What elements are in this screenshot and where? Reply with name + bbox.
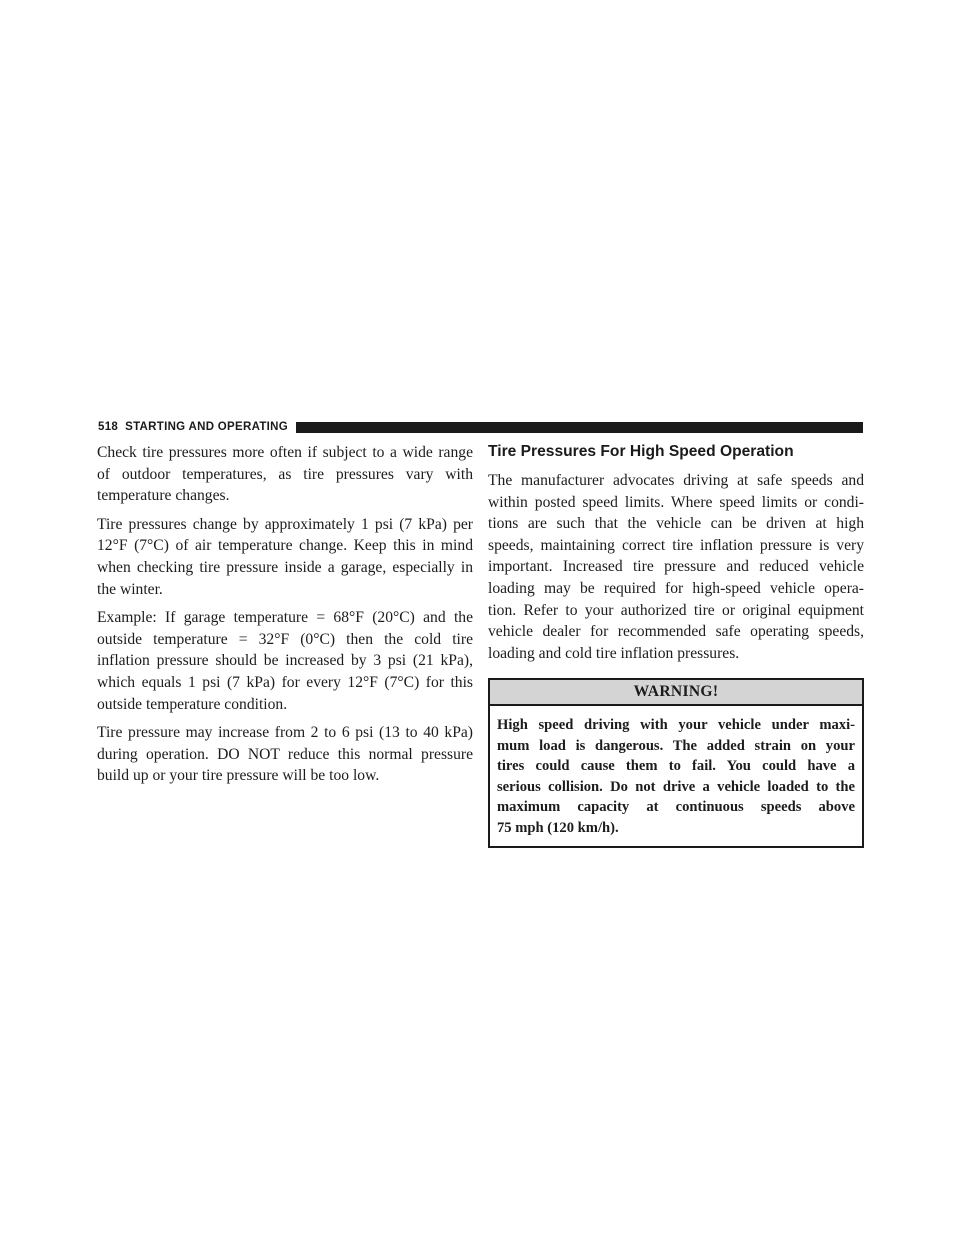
header-rule — [296, 422, 863, 433]
text-line: loading and cold tire inflation pressures. — [488, 644, 740, 662]
text-line: which equals 1 psi (7 kPa) for every 12°F (7°C) for this — [97, 673, 473, 691]
right-column — [488, 442, 864, 848]
text-line: High speed driving with your vehicle under maxi- — [497, 717, 855, 734]
text-line: outside temperature condition. — [97, 695, 288, 713]
warning-text — [490, 706, 862, 846]
text-line: inflation pressure should be increased by 3 psi (21 kPa), — [97, 652, 473, 670]
page-header — [98, 421, 863, 434]
text-line: mum load is dangerous. The added strain on your — [497, 737, 855, 754]
text-line: during operation. DO NOT reduce this normal pressure — [97, 745, 473, 763]
text-line: Example: If garage temperature = 68°F (20°C) and the — [97, 609, 473, 627]
paragraph-pressure-change — [97, 514, 473, 600]
text-line: when checking tire pressure inside a garage, especially in — [97, 558, 473, 576]
paragraph-outdoor-temperatures — [97, 442, 473, 507]
text-line: serious collision. Do not drive a vehicle loaded to the — [497, 778, 855, 795]
paragraph-operation-increase — [97, 722, 473, 787]
page-number: 518 — [98, 421, 119, 433]
text-line: maximum capacity at continuous speeds above — [497, 799, 855, 816]
text-line: Tire pressure may increase from 2 to 6 psi (13 to 40 kPa) — [97, 724, 473, 742]
warning-title: WARNING! — [490, 680, 862, 706]
text-line: loading may be required for high-speed vehicle opera- — [488, 579, 864, 597]
section-heading: Tire Pressures For High Speed Operation — [488, 443, 794, 460]
paragraph-example — [97, 607, 473, 715]
text-line: the winter. — [97, 580, 163, 598]
text-line: important. Increased tire pressure and reduced vehicle — [488, 558, 864, 576]
text-line: outside temperature = 32°F (0°C) then the cold tire — [97, 630, 473, 648]
text-line: temperature changes. — [97, 487, 230, 505]
paragraph-high-speed — [488, 470, 864, 664]
text-line: Check tire pressures more often if subject to a wide range — [97, 444, 473, 461]
text-line: The manufacturer advocates driving at safe speeds and — [488, 472, 864, 489]
section-title: STARTING AND OPERATING — [125, 421, 289, 433]
warning-box — [488, 678, 864, 848]
text-line: tion. Refer to your authorized tire or original equipment — [488, 601, 864, 619]
text-line: build up or your tire pressure will be too low. — [97, 767, 380, 785]
left-column — [97, 442, 473, 794]
text-line: 75 mph (120 km/h). — [497, 819, 619, 836]
text-line: Tire pressures change by approximately 1 psi (7 kPa) per — [97, 515, 473, 533]
text-line: tions are such that the vehicle can be driven at high — [488, 515, 864, 533]
text-line: vehicle dealer for recommended safe operating speeds, — [488, 623, 864, 641]
text-line: of outdoor temperatures, as tire pressures vary with — [97, 465, 473, 483]
text-line: within posted speed limits. Where speed limits or condi- — [488, 493, 864, 511]
text-line: tires could cause them to fail. You could have a — [497, 758, 855, 775]
text-line: speeds, maintaining correct tire inflation pressure is very — [488, 536, 864, 554]
text-line: 12°F (7°C) of air temperature change. Keep this in mind — [97, 537, 473, 555]
